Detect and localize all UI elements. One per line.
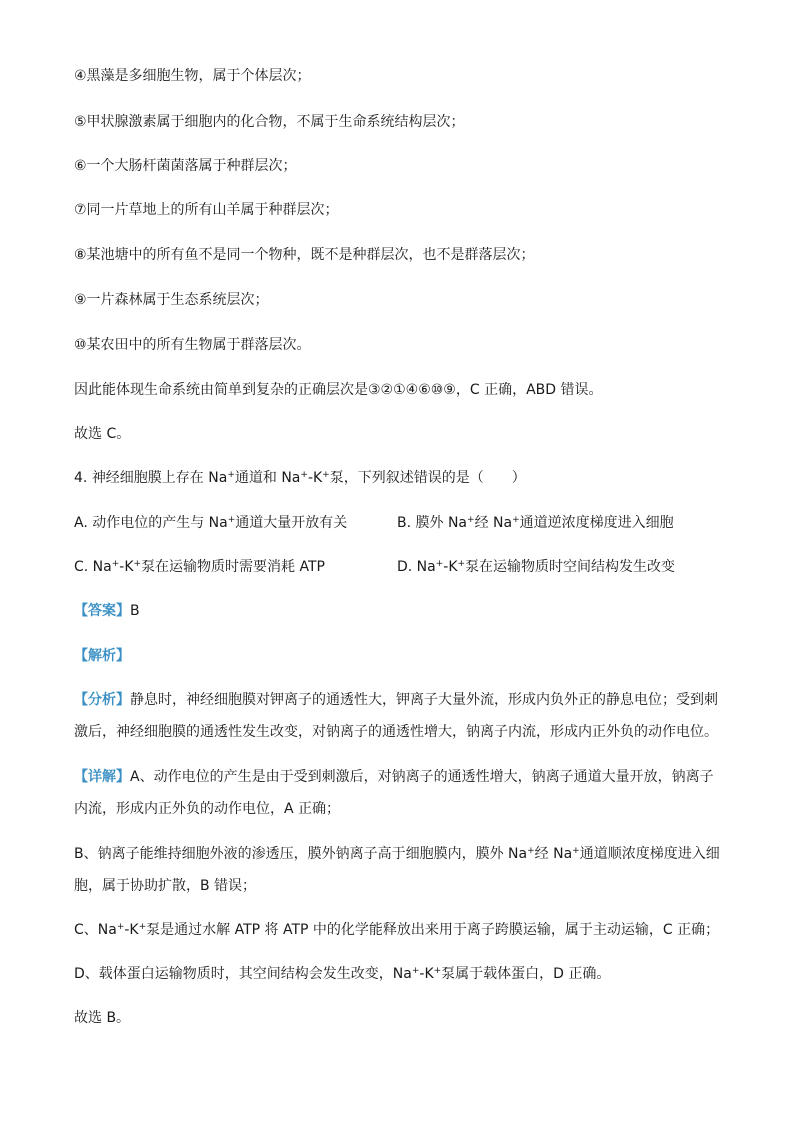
- xiangjie-a-line-2: 内流，形成内正外负的动作电位，A 正确；: [74, 801, 341, 817]
- item-7: ⑦同一片草地上的所有山羊属于种群层次；: [74, 202, 339, 218]
- question-number: 4.: [74, 470, 88, 486]
- answer-tag: 【答案】: [74, 603, 130, 619]
- fenxi-line-2: 激后，神经细胞膜的通透性发生改变，对钠离子的通透性增大，钠离子内流，形成内正外负的动作电位。: [74, 724, 718, 740]
- analysis-line: [74, 646, 130, 666]
- xiangjie-b-line-2: 胞，属于协助扩散，B 错误；: [74, 878, 257, 894]
- item-4: ④黑藻是多细胞生物，属于个体层次；: [74, 68, 311, 84]
- item-5: ⑤甲状腺激素属于细胞内的化合物，不属于生命系统结构层次；: [74, 114, 465, 130]
- choice-text-prev: 故选 C。: [74, 426, 131, 442]
- analysis-tag: 【解析】: [74, 648, 130, 664]
- item-10: ⑩某农田中的所有生物属于群落层次。: [74, 337, 311, 353]
- option-a: A. 动作电位的产生与 Na+通道大量开放有关: [74, 515, 348, 531]
- fenxi-line-1: 【分析】静息时，神经细胞膜对钾离子的通透性大，钾离子大量外流，形成内负外正的静息电位；受到刺: [74, 692, 718, 708]
- xiangjie-b-line-1: B、钠离子能维持细胞外液的渗透压，膜外钠离子高于细胞膜内，膜外 Na+经 Na+通道顺浓度梯度进入细: [74, 846, 720, 862]
- item-8: ⑧某池塘中的所有鱼不是同一个物种，既不是种群层次，也不是群落层次；: [74, 247, 535, 263]
- xiangjie-d-line: D、载体蛋白运输物质时，其空间结构会发生改变，Na+-K+泵属于载体蛋白，D 正确。: [74, 966, 611, 982]
- xiangjie-c-line: C、Na+-K+泵是通过水解 ATP 将 ATP 中的化学能释放出来用于离子跨膜运输，属于主动运输，C 正确；: [74, 922, 720, 938]
- option-d: D. Na+-K+泵在运输物质时空间结构发生改变: [397, 559, 676, 575]
- fenxi-tag: 【分析】: [74, 692, 130, 708]
- item-9: ⑨一片森林属于生态系统层次；: [74, 292, 269, 308]
- option-c: C. Na+-K+泵在运输物质时需要消耗 ATP: [74, 559, 325, 575]
- xiangjie-tag: 【详解】: [74, 769, 130, 785]
- conclusion-text: 因此能体现生命系统由简单到复杂的正确层次是③②①④⑥⑩⑨，C 正确，ABD 错误。: [74, 382, 603, 398]
- item-6: ⑥一个大肠杆菌菌落属于种群层次；: [74, 158, 297, 174]
- answer-line: [74, 601, 140, 621]
- question-stem: 4. 神经细胞膜上存在 Na+通道和 Na+-K+泵，下列叙述错误的是（ ）: [74, 470, 526, 486]
- xiangjie-a-line-1: 【详解】A、动作电位的产生是由于受到刺激后，对钠离子的通透性增大，钠离子通道大量开放，钠离子: [74, 769, 714, 785]
- final-choice-text: 故选 B。: [74, 1010, 131, 1026]
- answer-value: B: [130, 603, 140, 619]
- option-b: B. 膜外 Na+经 Na+通道逆浓度梯度进入细胞: [397, 515, 674, 531]
